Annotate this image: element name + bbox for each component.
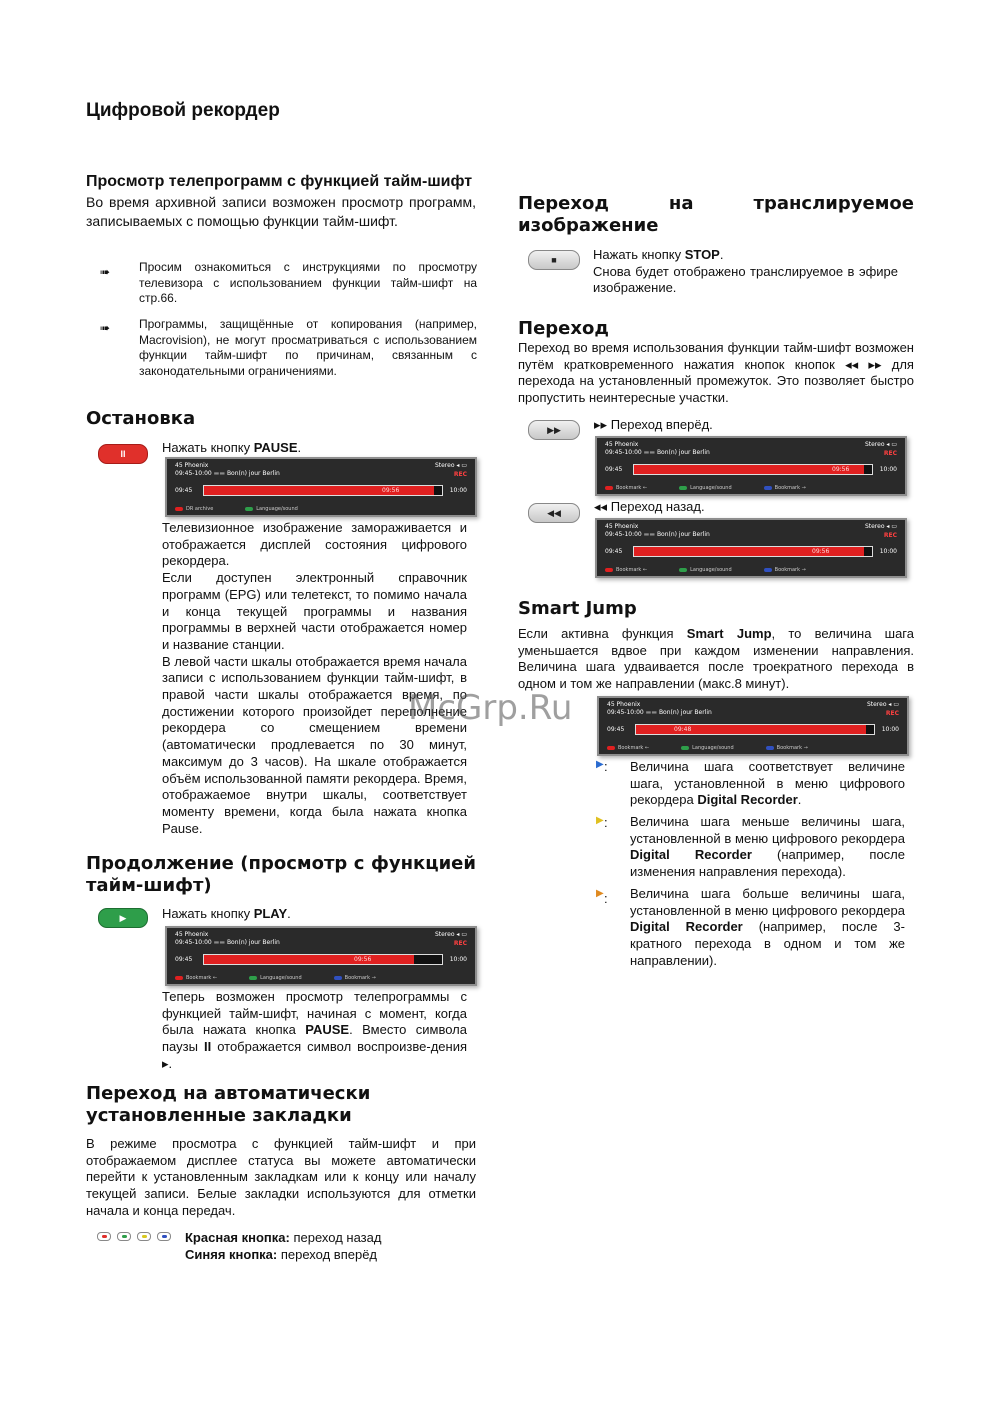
stop-icon: ■ xyxy=(551,255,557,265)
forward-button xyxy=(528,420,580,440)
blue-marker-icon: ▶ xyxy=(596,759,604,770)
pause-instruction: Нажать кнопку PAUSE. xyxy=(162,440,302,455)
play-description: Теперь возможен просмотр телепрограммы с функцией тайм-шифт, начиная с момент, когда была нажата кнопка PAUSE. Вместо символа паузы II отображается символ воспроизве-дения ▸. xyxy=(162,989,467,1071)
bookmarks-title: Переход на автоматически установленные закладки xyxy=(86,1083,371,1126)
marker-colon: : xyxy=(604,815,608,830)
note-arrow-icon: ➠ xyxy=(100,321,111,335)
forward-label: ▸▸ Переход вперёд. xyxy=(594,417,713,432)
continue-title: Продолжение (просмотр с функцией тайм-шифт) xyxy=(86,853,476,896)
rewind-icon: ◂◂ xyxy=(845,356,859,372)
note-1: Просим ознакомиться с инструкциями по просмотру телевизора с использованием функции тайм-шифт на стр.66. xyxy=(139,260,477,305)
bookmarks-text: В режиме просмотра с функцией тайм-шифт и при отображаемом дисплее статуса вы можете автоматически перейти к установленным закладкам или к концу или началу текущей записи. Белые закладки используются для отметки начала и конца передач. xyxy=(86,1136,476,1218)
yellow-marker-icon: ▶ xyxy=(596,815,604,826)
smart-item-3: Величина шага больше величины шага, установленной в меню цифрового рекордера Digital Recorder (например, после 3-кратного перехода в одном и том же направлении). xyxy=(630,886,905,968)
live-title: Переход на транслируемое изображение xyxy=(518,193,914,236)
note-2: Программы, защищённые от копирования (например, Macrovision), не могут просматриваться с использованием функции тайм-шифт по причинам, связанным с законодательными ограничениями. xyxy=(139,317,477,378)
play-symbol-icon: ▸ xyxy=(162,1055,169,1071)
marker-colon: : xyxy=(604,891,608,906)
smart-item-1: Величина шага соответствует величине шага, установленной в меню цифрового рекордера Digital Recorder. xyxy=(630,759,905,808)
fast-forward-icon: ▸▸ xyxy=(868,356,882,372)
jump-text: Переход во время использования функции тайм-шифт возможен путём кратковременного нажатия кнопок кнопок ◂◂ ▸▸ для перехода на установленный промежуток. Это позволяет быстро пропустить неинтересные участки. xyxy=(518,340,914,406)
smart-item-2: Величина шага меньше величины шага, установленной в меню цифрового рекордера Digital Recorder (например, после изменения направления перехода). xyxy=(630,814,905,880)
status-display-forward: 45 Phoenix 09:45-10:00 ▬▬ Bon(n) jour Berlin Stereo ◂ ▭ REC 09:45 09:56 10:00 Bookmark ← Language/sound Bookmark → xyxy=(595,436,907,496)
fast-forward-icon: ▶▶ xyxy=(547,424,561,435)
jump-title: Переход xyxy=(518,318,609,339)
page-title: Цифровой рекордер xyxy=(86,100,280,121)
marker-colon: : xyxy=(604,759,608,774)
timeshift-title: Просмотр телепрограмм с функцией тайм-шифт xyxy=(86,173,473,190)
pause-symbol-icon: II xyxy=(203,1039,212,1055)
status-display-play: 45 Phoenix 09:45-10:00 ▬▬ Bon(n) jour Berlin Stereo ◂ ▭ REC 09:45 09:56 10:00 Bookmark ← Language/sound Bookmark → xyxy=(165,926,477,986)
play-instruction: Нажать кнопку PLAY. xyxy=(162,906,291,921)
pause-description: Телевизионное изображение замораживается и отображается дисплей состояния цифрового рекордера. Если доступен электронный справочник программ (EPG) или телетекст, то помимо начала и конца текущей программы и названия программы в верхней части отображается номер и название станции. В левой части шкалы отображается время начала записи с использованием функции тайм-шифт, в правой части шкалы отображается время, по достижении которого произойдет переполнение рекордера со смещением времени (автоматически продлевается по 30 минут, максимум до 3 часов). На шкале отображается объём использованной памяти рекордера. Время, отображаемое внутри шкалы, соответствует моменту времени, когда была нажата кнопка Pause. xyxy=(162,520,467,836)
status-display-pause: 45 Phoenix 09:45-10:00 ▬▬ Bon(n) jour Berlin Stereo ◂ ▭ REC 09:45 09:56 10:00 DR archive Language/sound xyxy=(165,457,477,517)
orange-marker-icon: ▶ xyxy=(596,888,604,899)
pause-icon: II xyxy=(120,449,126,459)
stop-button xyxy=(528,250,580,270)
watermark: McGrp.Ru xyxy=(408,688,573,728)
rewind-icon: ◀◀ xyxy=(547,507,561,518)
rewind-button xyxy=(528,503,580,523)
color-key-legend: Красная кнопка: переход назад Синяя кнопка: переход вперёд xyxy=(185,1230,382,1262)
smart-jump-text: Если активна функция Smart Jump, то величина шага уменьшается вдвое при каждом изменении направления. Величина шага удваивается после троекратного перехода в одном и том же направлении (макс.8 минут). xyxy=(518,626,914,692)
note-arrow-icon: ➠ xyxy=(100,265,111,279)
timeshift-lead: Во время архивной записи возможен просмотр программ, записываемых с помощью функции тайм-шифт. xyxy=(86,194,476,229)
status-display-rewind: 45 Phoenix 09:45-10:00 ▬▬ Bon(n) jour Berlin Stereo ◂ ▭ REC 09:45 09:56 10:00 Bookmark ← Language/sound Bookmark → xyxy=(595,518,907,578)
stop-title: Остановка xyxy=(86,408,196,429)
play-icon: ▶ xyxy=(119,912,127,923)
pause-button xyxy=(98,444,148,464)
stop-description: Нажать кнопку STOP. Снова будет отображено транслируемое в эфире изображение. xyxy=(593,247,898,296)
back-label: ◂◂ Переход назад. xyxy=(594,499,705,514)
smart-jump-title: Smart Jump xyxy=(518,598,637,619)
color-keys-icon xyxy=(97,1232,171,1241)
play-button xyxy=(98,908,148,928)
status-display-smart-jump: 45 Phoenix 09:45-10:00 ▬▬ Bon(n) jour Berlin Stereo ◂ ▭ REC 09:45 09:48 10:00 Bookmark ← Language/sound Bookmark → xyxy=(597,696,909,756)
